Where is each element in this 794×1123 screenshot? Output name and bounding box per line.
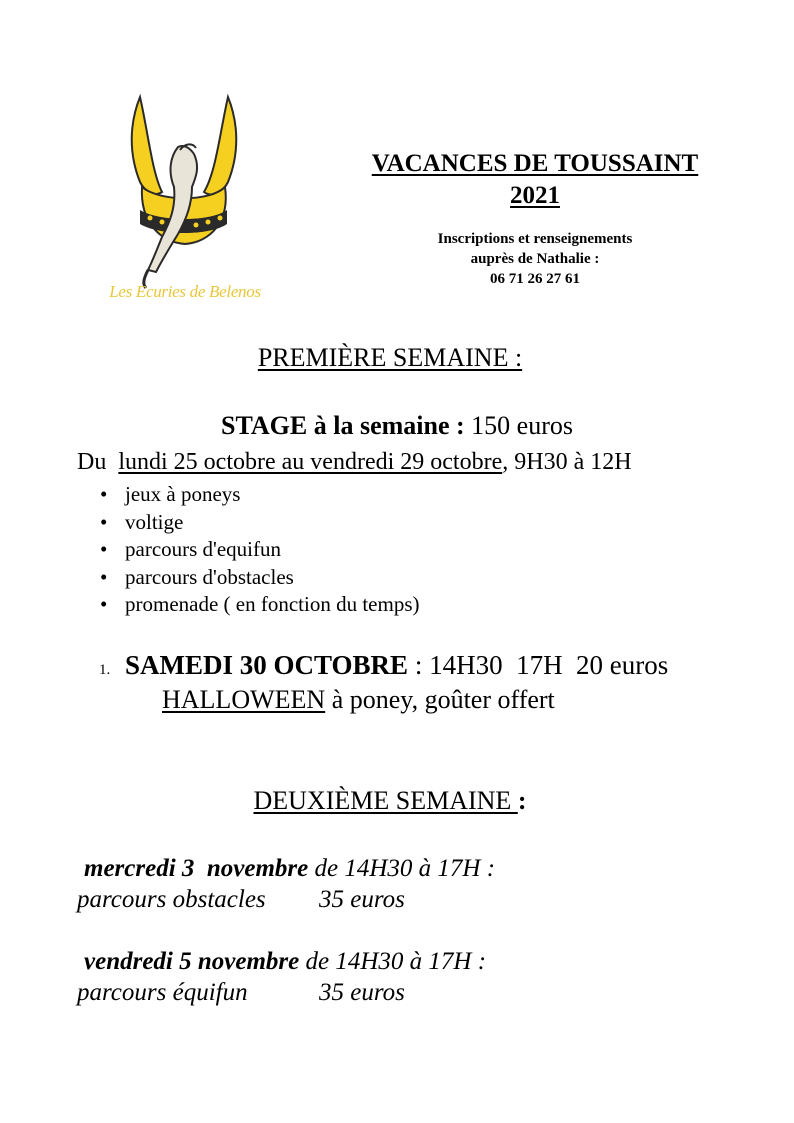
event-details: : 14H30 17H 20 euros (408, 650, 669, 680)
logo (100, 92, 270, 307)
page-title-line1: VACANCES DE TOUSSAINT (371, 150, 699, 177)
session-1-price: 35 euros (319, 886, 405, 913)
stage-line (0, 411, 794, 441)
list-item: • parcours d'equifun (100, 536, 420, 564)
session-2-line (84, 948, 486, 976)
event-rest: à poney, goûter offert (325, 685, 555, 714)
event-halloween: HALLOWEEN (162, 685, 326, 714)
week2-heading-colon: : (517, 786, 527, 815)
stage-price: 150 euros (464, 411, 573, 440)
session-2-day: vendredi 5 novembre (84, 948, 300, 975)
stage-label: STAGE à la semaine : (221, 411, 465, 440)
contact-line1: Inscriptions et renseignements (437, 231, 633, 247)
logo-text: Les Ecuries de Belenos (109, 282, 261, 301)
contact-phone: 06 71 26 27 61 (490, 271, 580, 287)
session-1-line (84, 855, 495, 883)
event-number: 1. (99, 662, 111, 678)
event-line (125, 650, 668, 681)
week2-heading-text: DEUXIÈME SEMAINE (253, 786, 518, 815)
list-item: • voltige (100, 509, 420, 537)
session-2-time: de 14H30 à 17H : (299, 948, 487, 975)
session-2-price: 35 euros (319, 979, 405, 1006)
activity-list (100, 481, 420, 619)
session-2-activity: parcours équifun (77, 979, 248, 1006)
session-1-time: de 14H30 à 17H : (308, 855, 496, 882)
week1-heading-text: PREMIÈRE SEMAINE : (257, 343, 523, 372)
session-1-activity: parcours obstacles (77, 886, 266, 913)
week1-heading (0, 343, 780, 373)
week2-heading (0, 786, 780, 816)
contact-line2: auprès de Nathalie : (470, 251, 600, 267)
dates-suffix: , 9H30 à 12H (502, 449, 632, 475)
page-title-line2: 2021 (510, 182, 560, 209)
dates-range: lundi 25 octobre au vendredi 29 octobre (118, 449, 503, 475)
list-item: • parcours d'obstacles (100, 564, 420, 592)
event-description (162, 685, 555, 715)
list-item: • promenade ( en fonction du temps) (100, 591, 420, 619)
dates-prefix: Du (77, 449, 119, 475)
event-title: SAMEDI 30 OCTOBRE (125, 650, 409, 680)
stage-dates (77, 449, 632, 476)
pegasus-logo-icon (100, 92, 270, 307)
list-item: • jeux à poneys (100, 481, 420, 509)
session-1-day: mercredi 3 novembre (84, 855, 309, 882)
